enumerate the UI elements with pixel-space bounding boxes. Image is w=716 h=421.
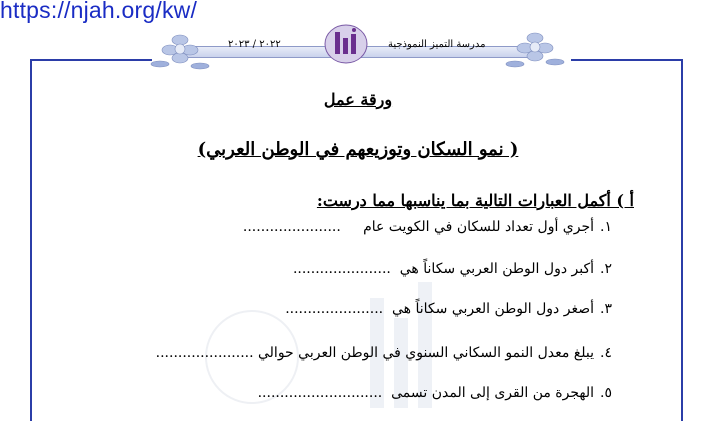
item-number: ٢. [600, 261, 612, 277]
lesson-title [0, 139, 716, 160]
answer-blank[interactable]: ...................... [285, 301, 384, 317]
flower-left-icon [150, 30, 210, 74]
question-item [258, 385, 612, 401]
answer-blank[interactable]: ............................ [257, 385, 383, 401]
section-a-heading: أ ) أكمل العبارات التالية بما يناسبها مما درست: [316, 191, 634, 210]
question-item [293, 261, 612, 277]
question-item [156, 345, 612, 361]
answer-blank[interactable]: ...................... [242, 219, 341, 235]
flower-right-icon [505, 28, 565, 72]
item-text: الهجرة من القرى إلى المدن تسمى [391, 385, 595, 401]
page-border-right [571, 59, 683, 421]
school-logo [324, 24, 368, 64]
question-item [243, 219, 612, 235]
subtitle-text: ( نمو السكان وتوزيعهم في الوطن العربي) [197, 139, 519, 160]
item-number: ٥. [600, 385, 612, 401]
item-text: أكبر دول الوطن العربي سكاناً هي [399, 261, 595, 277]
title-text: ورقة عمل [323, 90, 393, 109]
school-year: ٢٠٢٢ / ٢٠٢٣ [228, 39, 281, 50]
item-text: يبلغ معدل النمو السكاني السنوي في الوطن العربي حوالي [258, 345, 595, 361]
item-text: أصغر دول الوطن العربي سكاناً هي [392, 301, 595, 317]
item-text: أجري أول تعداد للسكان في الكويت عام [363, 219, 595, 235]
page-title [0, 90, 716, 109]
item-number: ٣. [600, 301, 612, 317]
item-number: ١. [600, 219, 612, 235]
answer-blank[interactable]: ...................... [292, 261, 391, 277]
item-number: ٤. [600, 345, 612, 361]
answer-blank[interactable]: ...................... [155, 345, 254, 361]
school-name: مدرسة التميز النموذجية [388, 39, 486, 50]
question-item [285, 301, 612, 317]
source-url: https://njah.org/kw/ [0, 0, 198, 23]
page-border-left [30, 59, 152, 421]
